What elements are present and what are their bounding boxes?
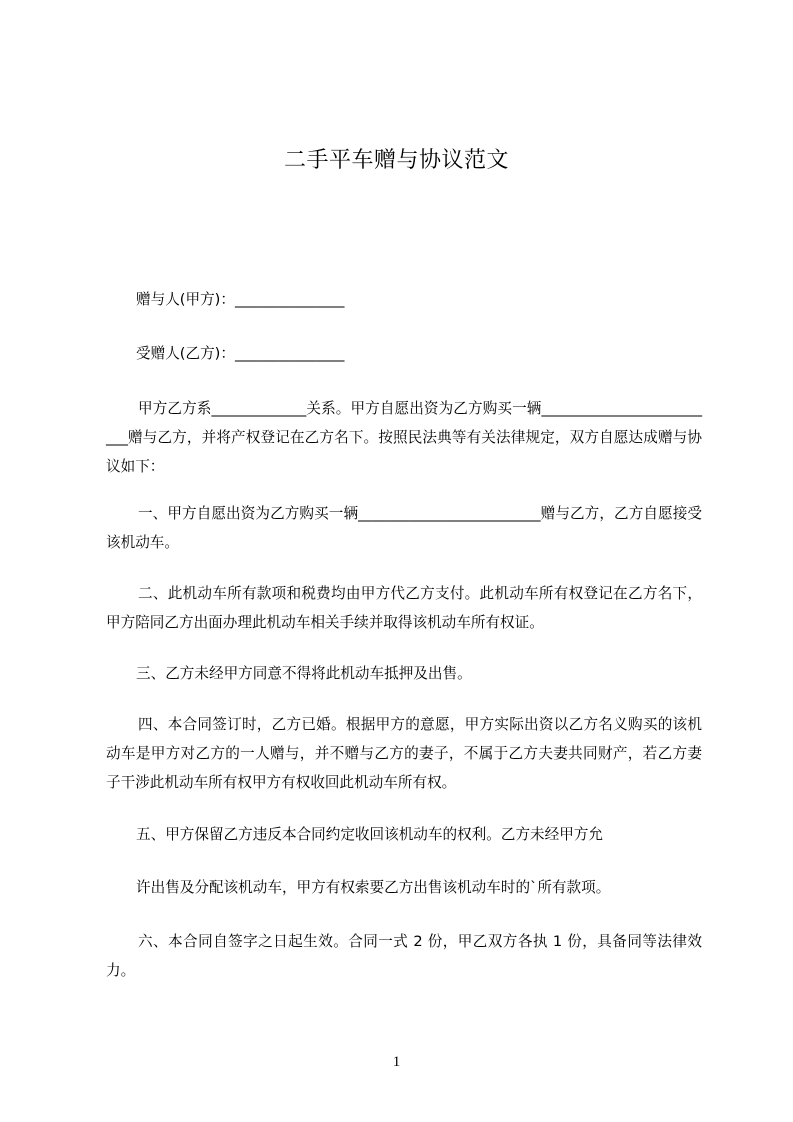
clause-6-paragraph: 六、本合同自签字之日起生效。合同一式 2 份，甲乙双方各执 1 份，具备同等法律效力。 — [106, 933, 702, 979]
document-title: 二手平车赠与协议范文 — [283, 148, 509, 173]
clause-5-paragraph-part2: 许出售及分配该机动车，甲方有权索要乙方出售该机动车时的`所有款项。 — [136, 879, 611, 896]
donee-line: 受赠人(乙方)：_______________ — [136, 345, 345, 362]
intro-paragraph: 甲方乙方系_____________关系。甲方自愿出资为乙方购买一辆_________________________赠与乙方，并将产权登记在乙方名下。按照民法典等有关法律规定，双方自愿达成赠与协议如下： — [106, 400, 702, 475]
page-number: 1 — [392, 1054, 401, 1070]
clause-1-paragraph: 一、甲方自愿出资为乙方购买一辆_________________________赠与乙方，乙方自愿接受该机动车。 — [106, 505, 702, 551]
clause-4-paragraph: 四、本合同签订时，乙方已婚。根据甲方的意愿，甲方实际出资以乙方名义购买的该机动车是甲方对乙方的一人赠与，并不赠与乙方的妻子，不属于乙方夫妻共同财产，若乙方妻子干涉此机动车所有权甲方有权收回此机动车所有权。 — [106, 716, 702, 791]
clause-5-paragraph-part1: 五、甲方保留乙方违反本合同约定收回该机动车的权利。乙方未经甲方允 — [136, 826, 604, 843]
clause-3-paragraph: 三、乙方未经甲方同意不得将此机动车抵押及出售。 — [136, 665, 472, 682]
donor-line: 赠与人(甲方)：_______________ — [136, 291, 345, 308]
clause-2-paragraph: 二、此机动车所有款项和税费均由甲方代乙方支付。此机动车所有权登记在乙方名下，甲方陪同乙方出面办理此机动车相关手续并取得该机动车所有权证。 — [106, 585, 702, 631]
